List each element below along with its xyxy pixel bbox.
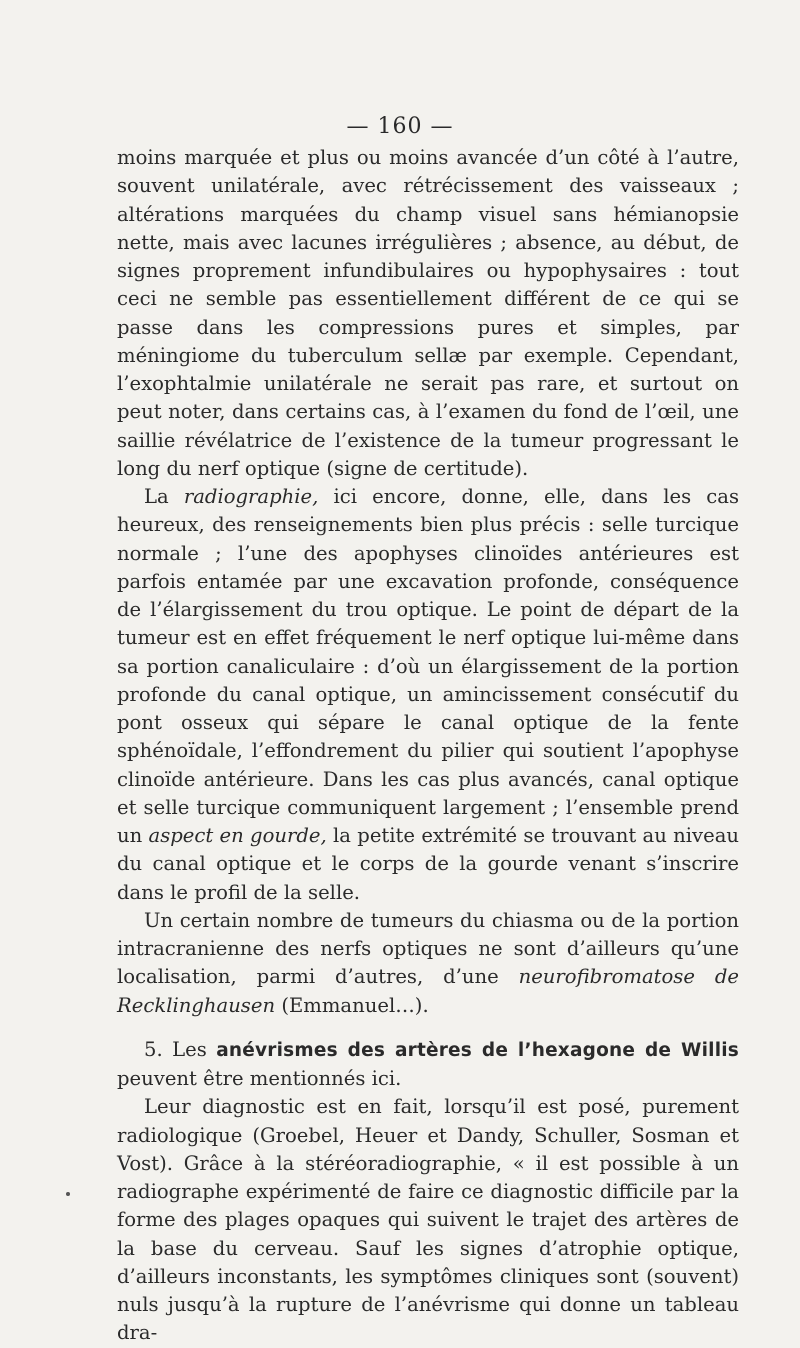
text-segment: radiographie, bbox=[183, 485, 319, 508]
paragraph-3 bbox=[117, 907, 739, 1020]
section-5-heading-paragraph bbox=[117, 1036, 739, 1094]
text-segment: ici encore, donne, elle, dans les cas heureux, des renseignements bien plus précis : selle turcique normale ; l’une des apophyses clinoïdes antérieures est parfois entamée par une excavation profonde, conséquence de l’élargissement du trou optique. Le point de départ de la tumeur est en effet fréquement le nerf optique lui-même dans sa portion canaliculaire : d’où un élargissement de la portion profonde du canal optique, un amincissement consécutif du pont osseux qui sépare le canal optique de la fente sphénoïdale, l’effondrement du pilier qui soutient l’apophyse clinoïde antérieure. Dans les cas plus avancés, canal optique et selle turcique communiquent largement ; l’ensemble prend un bbox=[117, 485, 739, 847]
paragraph-2 bbox=[117, 483, 739, 907]
text-segment: Leur diagnostic est en fait, lorsqu’il est posé, purement radiologique (Groebel, Heuer et Dandy, Schuller, Sosman et Vost). Grâce à la stéréoradiographie, « il est possible à un radiographe expérimenté de faire ce diagnostic difficile par la forme des plages opaques qui suivent le trajet des artères de la base du cerveau. Sauf les signes d’atrophie optique, d’ailleurs inconstants, les symptômes cliniques sont (souvent) nuls jusqu’à la rupture de l’anévrisme qui donne un tableau dra- bbox=[117, 1095, 739, 1345]
page-number: — 160 — bbox=[346, 114, 454, 139]
text-segment: moins marquée et plus ou moins avancée d’un côté à l’autre, souvent unilatérale, avec rétrécissement des vaisseaux ; altérations marquées du champ visuel sans hémianopsie nette, mais avec lacunes irrégulières ; absence, au début, de signes proprement infundibulaires ou hypophysaires : tout ceci ne semble pas essentiellement différent de ce qui se passe dans les compressions pures et simples, par méningiome du tuberculum sellæ par exemple. Cependant, l’exophtalmie unilatérale ne serait pas rare, et surtout on peut noter, dans certains cas, à l’examen du fond de l’œil, une saillie révélatrice de l’existence de la tumeur progressant le long du nerf optique (signe de certitude). bbox=[117, 146, 739, 480]
paragraph-5 bbox=[117, 1093, 739, 1347]
text-segment: La bbox=[144, 485, 184, 508]
text-segment: peuvent être mentionnés ici. bbox=[117, 1067, 402, 1090]
text-segment: neurofibromatose de Recklinghausen bbox=[117, 965, 739, 1017]
margin-mark bbox=[66, 1192, 70, 1196]
text-segment: anévrismes des artères de l’hexagone de Willis bbox=[216, 1039, 739, 1061]
text-segment: Un certain nombre de tumeurs du chiasma ou de la portion intracranienne des nerfs optiques ne sont d’ailleurs qu’une localisation, parmi d’autres, d’une bbox=[117, 908, 739, 989]
paragraph-1 bbox=[117, 144, 739, 483]
text-segment: la petite extrémité se trouvant au niveau du canal optique et le corps de la gourde venant s’inscrire dans le profil de la selle. bbox=[117, 824, 739, 904]
body-text bbox=[117, 144, 739, 1348]
text-segment: 5. Les bbox=[144, 1037, 217, 1061]
text-segment: (Emmanuel…). bbox=[275, 993, 429, 1017]
text-segment: aspect en gourde, bbox=[148, 824, 327, 847]
